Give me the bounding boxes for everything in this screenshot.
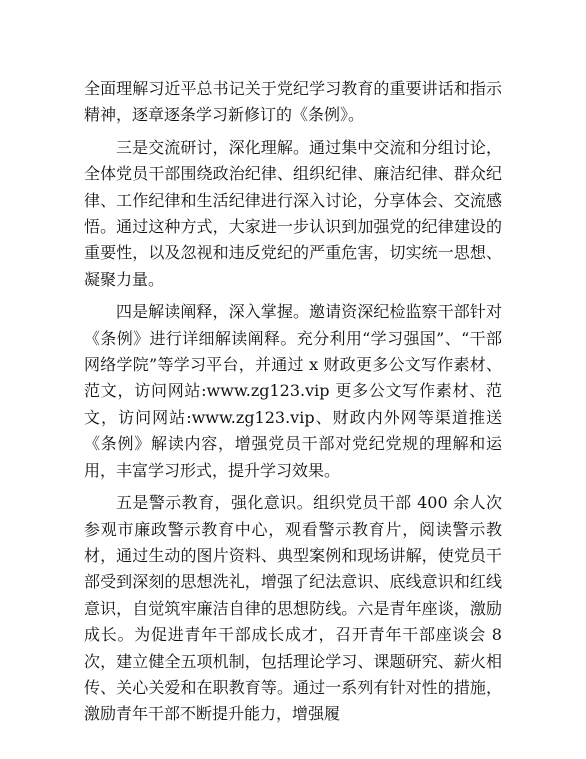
paragraph-text: 全面理解习近平总书记关于党纪学习教育的重要讲话和指示精神，逐章逐条学习新修订的《条例》。 — [84, 79, 502, 125]
paragraph-2 — [84, 135, 502, 293]
paragraph-1 — [84, 76, 502, 129]
paragraph-lead: 三是交流研讨，深化理解。 — [116, 137, 310, 157]
document-body — [84, 76, 502, 734]
paragraph-lead: 四是解读阐释，深入掌握。 — [116, 302, 310, 322]
paragraph-text: 组织党员干部 400 余人次参观市廉政警示教育中心，观看警示教育片，阅读警示教材，通过生动的图片资料、典型案例和现场讲解，使党员干部受到深刻的思想洗礼，增强了纪法意识、底线意识和红线意识，自觉筑牢廉洁自律的思想防线。六是青年座谈，激励成长。为促进青年干部成长成才，召开青年干部座谈会 8 次，建立健全五项机制，包括理论学习、课题研究、薪火相传、关心关爱和在职教育等。通过一系列有针对性的措施，激励青年干部不断提升能力，增强履 — [84, 493, 502, 724]
paragraph-4 — [84, 490, 502, 728]
paragraph-3 — [84, 299, 502, 484]
paragraph-text: 通过集中交流和分组讨论，全体党员干部围绕政治纪律、组织纪律、廉洁纪律、群众纪律、工作纪律和生活纪律进行深入讨论，分享体会、交流感悟。通过这种方式，大家进一步认识到加强党的纪律建设的重要性，以及忽视和违反党纪的严重危害，切实统一思想、凝聚力量。 — [84, 137, 502, 289]
paragraph-lead: 五是警示教育，强化意识。 — [116, 493, 314, 513]
paragraph-text: 邀请资深纪检监察干部针对《条例》进行详细解读阐释。充分利用“学习强国”、“干部网络学院”等学习平台，并通过 x 财政更多公文写作素材、范文，访问网站:www.zg123.vip 更多公文写作素材、范文，访问网站:www.zg123.vip、财政内外网等渠道推送《条例》解读内容，增强党员干部对党纪党规的理解和运用，丰富学习形式，提升学习效果。 — [84, 302, 502, 480]
